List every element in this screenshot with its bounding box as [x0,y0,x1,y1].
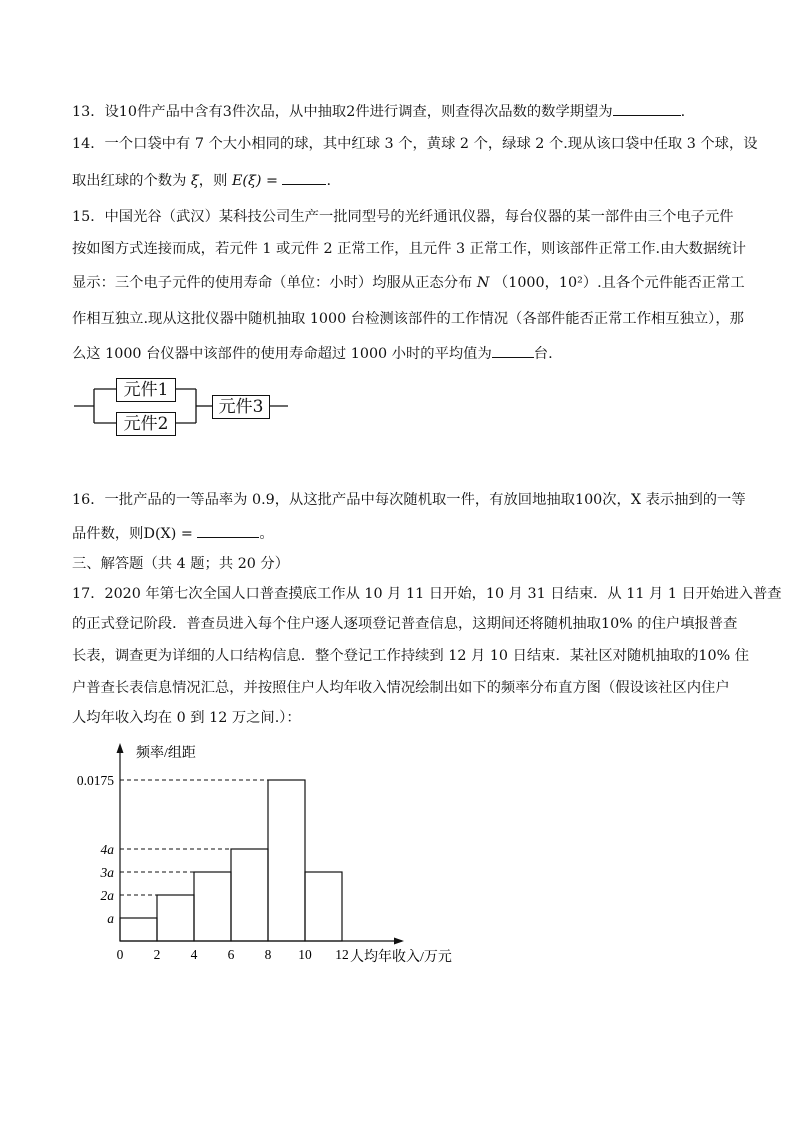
histogram-bar [194,872,231,941]
q13-tail: . [680,104,686,120]
histogram-bar [231,849,268,941]
q14-answer-blank[interactable] [282,170,326,185]
x-tick-label: 4 [190,947,198,962]
q16-tail: 。 [259,526,274,542]
histogram-bar [305,872,342,941]
q16-text-line1: 16．一批产品的一等品率为 0.9，从这批产品中每次随机取一件，有放回地抽取100次，X 表示抽到的一等 [72,492,746,508]
q15-line5 [72,343,553,364]
q14-xi-symbol: ξ [190,173,199,189]
q16-text-line2: 品件数，则 [72,526,144,542]
x-axis-label: 人均年收入/万元 [350,950,452,965]
q15-text-line2: 按如图方式连接而成，若元件 1 或元件 2 正常工作，且元件 3 正常工作，则该部件正常工作.由大数据统计 [72,241,746,257]
q15-text-line3b: （1000，10²）.且各个元件能否正常工 [493,275,745,291]
q17-text-line3: 长表，调查更为详细的人口结构信息．整个登记工作持续到 12 月 10 日结束．某社区对随机抽取的10% 住 [72,648,750,664]
frequency-histogram [60,735,480,975]
q15-answer-blank[interactable] [492,343,534,358]
q13-line [72,101,685,122]
q15-text-line4: 作相互独立.现从这批仪器中随机抽取 1000 台检测该部件的工作情况（各部件能否正常工作相互独立），那 [72,311,744,327]
histogram-bar [268,780,305,941]
q15-line1 [72,207,734,227]
q17-text-line1: 17．2020 年第七次全国人口普查摸底工作从 10 月 11 日开始，10 月 31 日结束．从 11 月 1 日开始进入普查 [72,586,782,602]
q14-text-then: ，则 [198,173,228,189]
y-tick-label: a [107,911,114,926]
q15-normal-symbol: N [476,275,490,291]
q14-text-line1: 14．一个口袋中有 7 个大小相同的球，其中红球 3 个，黄球 2 个，绿球 2 个.现从该口袋中任取 3 个球，设 [72,136,758,152]
q15-text-line5a: 么这 1000 台仪器中该部件的使用寿命超过 1000 小时的平均值为 [72,346,492,362]
q14-tail: . [326,173,332,189]
q16-answer-blank[interactable] [197,523,259,538]
q17-line1 [72,584,782,604]
x-tick-label: 6 [227,947,235,962]
q15-text-line3a: 显示：三个电子元件的使用寿命（单位：小时）均服从正态分布 [72,275,473,291]
q16-line1 [72,490,746,510]
y-tick-label: 2a [100,888,114,903]
q14-line2 [72,170,331,191]
y-axis-arrow [117,743,124,753]
x-tick-label: 12 [335,947,349,962]
q17-line2 [72,614,737,634]
x-tick-label: 0 [116,947,124,962]
q15-text-line5b: 台. [533,346,553,362]
q17-line4 [72,678,730,698]
q15-line3 [72,273,745,293]
q13-answer-blank[interactable] [613,101,681,116]
q15-line2 [72,239,746,259]
q15-line4 [72,309,744,329]
y-axis-label: 频率/组距 [136,746,196,761]
q17-line3 [72,646,749,666]
q14-expectation-formula: E(ξ) = [231,173,278,189]
q17-text-line4: 户普查长表信息情况汇总，并按照住户人均年收入情况绘制出如下的频率分布直方图（假设该社区内住户 [72,680,730,696]
circuit-element-3: 元件3 [212,395,270,419]
q13-text: 13．设10件产品中含有3件次品，从中抽取2件进行调查，则查得次品数的数学期望为 [72,104,613,120]
x-tick-label: 10 [298,947,312,962]
section3-title: 三、解答题（共 4 题；共 20 分） [72,556,290,572]
x-axis-arrow [394,938,404,945]
x-tick-label: 8 [264,947,272,962]
y-tick-label: 4a [100,842,114,857]
q16-variance-formula: D(X) = [143,526,193,542]
x-tick-label: 2 [153,947,161,962]
q17-line5 [72,708,301,728]
y-tick-label: 0.0175 [76,773,114,788]
section3-heading [72,554,289,574]
q17-text-line2: 的正式登记阶段．普查员进入每个住户逐人逐项登记普查信息，这期间还将随机抽取10% 的住户填报普查 [72,616,738,632]
q14-line1 [72,134,758,154]
circuit-element-2: 元件2 [116,412,176,436]
q14-text-line2: 取出红球的个数为 [72,173,187,189]
y-tick-label: 3a [100,865,114,880]
histogram-bar [157,895,194,941]
circuit-element-1: 元件1 [116,378,176,402]
q15-text-line1: 15．中国光谷（武汉）某科技公司生产一批同型号的光纤通讯仪器，每台仪器的某一部件由三个电子元件 [72,209,734,225]
q17-text-line5: 人均年收入均在 0 到 12 万之间.）： [72,710,301,726]
q16-line2 [72,523,274,544]
histogram-bar [120,918,157,941]
